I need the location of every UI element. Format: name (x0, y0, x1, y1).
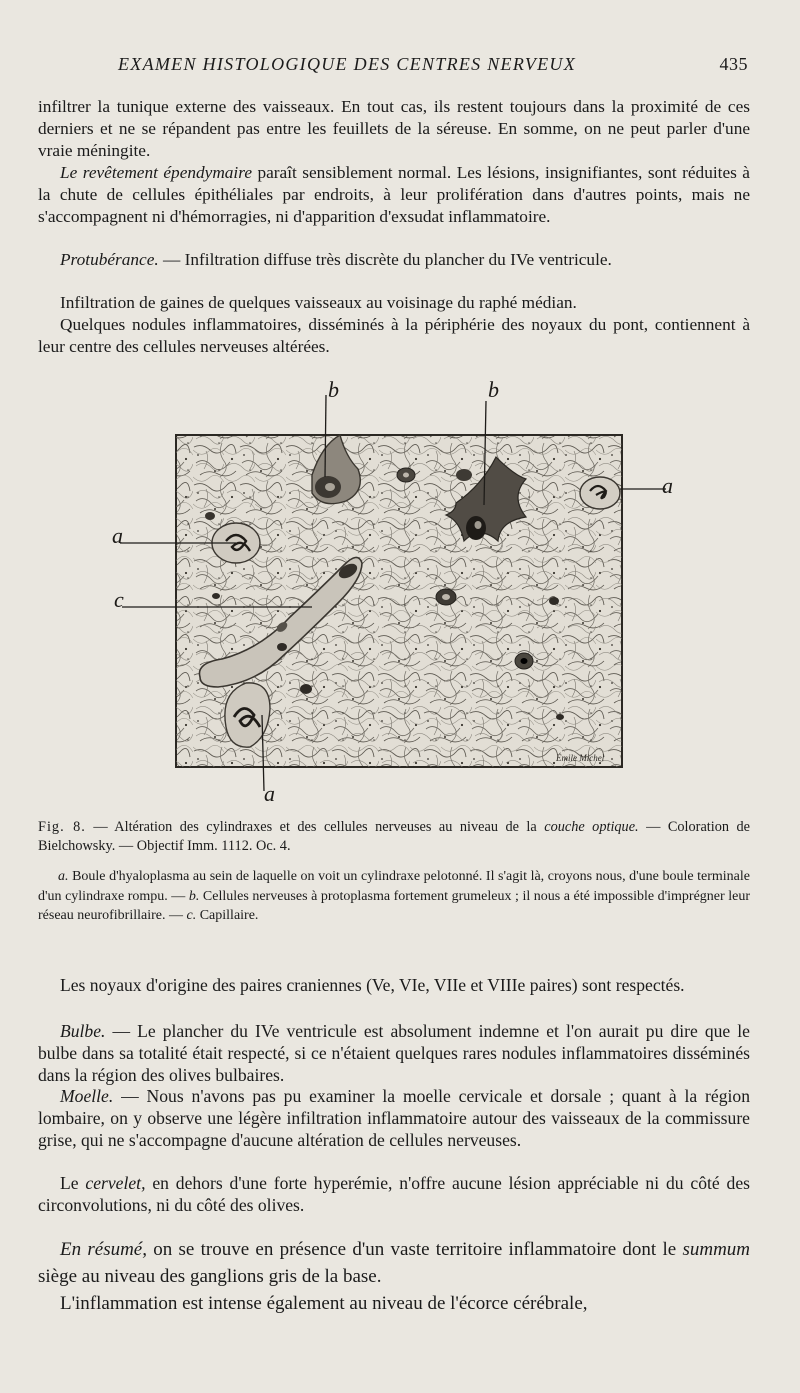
artist-signature: Émile Michel (556, 753, 605, 763)
paragraph-cervelet-start: Le (60, 1173, 86, 1193)
paragraph-gaines: Infiltration de gaines de quelques vaisseaux au voisinage du raphé médian. (60, 293, 577, 312)
histology-illustration (100, 365, 700, 805)
paragraph-ependyme-text: paraît sensiblement normal. Les lésions, insignifiantes, sont réduites à la chute de cellules épithéliales par endroits, à leur prolifération dans d'autres points, mais ne s'accompagnent ni d'hémorragies, ni d'apparition d'exsudat inflammatoire. (38, 163, 750, 226)
paragraph-ependyme-lead: Le revêtement épendymaire (60, 163, 252, 182)
page-number: 435 (719, 54, 748, 74)
label-a-right: a (662, 473, 673, 498)
legend-b-text: Cellules nerveuses à protoplasma fortement grumeleux ; il nous a été impossible d'imprégner leur réseau neurofibrillaire. — (38, 888, 750, 923)
running-title: EXAMEN HISTOLOGIQUE DES CENTRES NERVEUX (118, 54, 577, 74)
caption-prefix: Fig. 8. (38, 819, 86, 835)
paragraph-moelle-text: — Nous n'avons pas pu examiner la moelle cervicale et dorsale ; quant à la région lombaire, on y observe une légère infiltration inflammatoire autour des vaisseaux de la commissure grise, qui ne s'accompagne d'aucune altération de cellules nerveuses. (38, 1086, 750, 1151)
caption-italic: couche optique. (544, 819, 639, 835)
legend-c-label: c. (186, 908, 197, 923)
hyaloplasm-ball-right (580, 477, 620, 509)
paragraph-protuberance-lead: Protubérance. (60, 250, 159, 269)
legend-a-text: Boule d'hyaloplasma au sein de laquelle on voit un cylindraxe pelotonné. Il s'agit là, croyons nous, d'une boule terminale d'un cylindraxe rompu. — (38, 869, 750, 904)
paragraph-ependyme (38, 162, 750, 227)
paragraph-resume (38, 1236, 750, 1290)
label-c: c (114, 587, 124, 612)
paragraph-moelle (38, 1085, 750, 1152)
paragraph-resume-lead: En résumé, (60, 1239, 147, 1260)
paragraph-nodules: Quelques nodules inflammatoires, disséminés à la périphérie des noyaux du pont, contiennent à leur centre des cellules nerveuses altérées. (38, 315, 750, 356)
figure-8 (100, 365, 700, 805)
paragraph-protuberance-text: — Infiltration diffuse très discrète du plancher du IVe ventricule. (158, 250, 612, 269)
legend-c-text: Capillaire. (196, 908, 259, 923)
paragraph-bulbe-text: — Le plancher du IVe ventricule est absolument indemne et l'on aurait pu dire que le bulbe dans sa totalité était respecté, si ce n'étaient quelques rares nodules inflammatoires disséminés dans la région des olives bulbaires. (38, 1021, 750, 1086)
paragraph-protuberance (38, 249, 750, 271)
paragraph-noyaux: Les noyaux d'origine des paires craniennes (Ve, VIe, VIIe et VIIIe paires) sont respectés. (60, 975, 685, 995)
paragraph-resume-italic: summum (682, 1239, 751, 1260)
paragraph-moelle-lead: Moelle. (60, 1086, 114, 1106)
paragraph-cervelet (38, 1172, 750, 1216)
paragraph-bulbe (38, 1020, 750, 1087)
label-b-center: b (488, 377, 499, 402)
paragraph-1: infiltrer la tunique externe des vaisseaux. En tout cas, ils restent toujours dans la proximité de ces derniers et ne se répandent pas entre les feuillets de la séreuse. En somme, on ne peut parler d'une vraie méningite. (38, 97, 750, 160)
figure-caption (38, 818, 750, 856)
running-header (50, 54, 750, 82)
paragraph-cervelet-lead: cervelet, (85, 1173, 146, 1193)
label-a-bottom: a (264, 781, 275, 805)
legend-b-label: b. (188, 888, 200, 904)
legend-a-label: a. (58, 869, 69, 884)
paragraph-cervelet-text: en dehors d'une forte hyperémie, n'offre aucune lésion appréciable ni du côté des circonvolutions, ni du côté des olives. (38, 1173, 750, 1216)
caption-text: — Altération des cylindraxes et des cellules nerveuses au niveau de la (85, 819, 545, 835)
paragraph-bulbe-lead: Bulbe. (60, 1021, 106, 1041)
label-a-left: a (112, 523, 123, 548)
caption-tail: — Coloration de Bielchowsky. — Objectif Imm. 1112. Oc. 4. (38, 819, 750, 854)
figure-legend (38, 867, 750, 926)
paragraph-resume-mid: on se trouve en présence d'un vaste territoire inflammatoire dont le (147, 1239, 683, 1260)
paragraph-resume-tail: siège au niveau des ganglions gris de la base. (38, 1266, 382, 1287)
paragraph-inflammation: L'inflammation est intense également au niveau de l'écorce cérébrale, (60, 1293, 588, 1314)
label-b-left: b (328, 377, 339, 402)
